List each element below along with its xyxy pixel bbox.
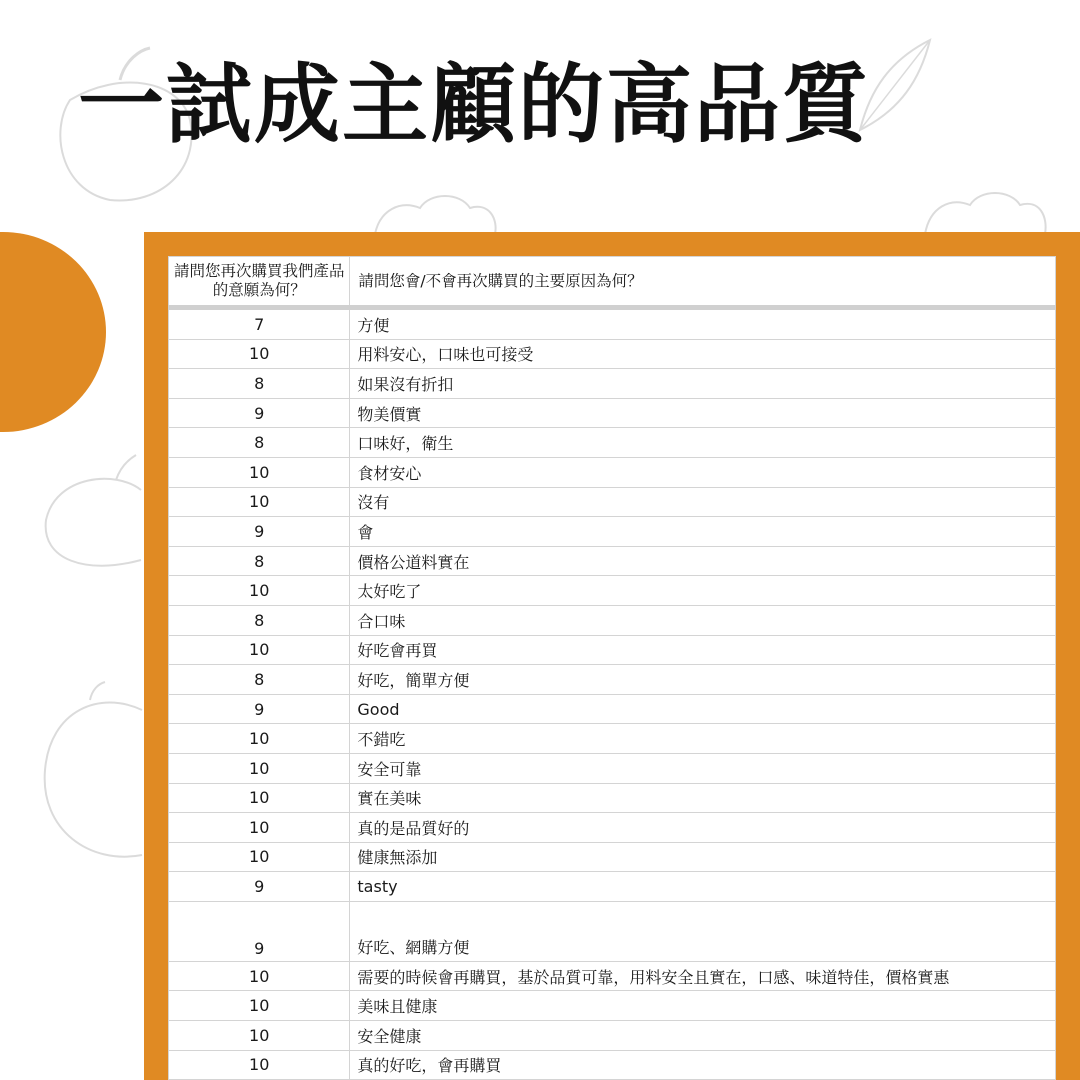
table-header-row <box>169 257 1056 308</box>
table-row <box>169 813 1056 843</box>
score-cell: 10 <box>169 813 350 843</box>
table-row <box>169 665 1056 695</box>
reason-cell: 會 <box>350 517 1056 547</box>
page-title: 一試成主顧的高品質 <box>78 54 870 155</box>
score-cell: 9 <box>169 398 350 428</box>
column-header-reason: 請問您會/不會再次購買的主要原因為何？ <box>350 257 1056 308</box>
survey-table <box>168 256 1056 1080</box>
score-cell: 9 <box>169 694 350 724</box>
table-row <box>169 694 1056 724</box>
score-cell: 10 <box>169 724 350 754</box>
reason-cell: 好吃，簡單方便 <box>350 665 1056 695</box>
score-cell: 9 <box>169 901 350 961</box>
score-cell: 8 <box>169 369 350 399</box>
reason-cell: 太好吃了 <box>350 576 1056 606</box>
reason-cell: 安全健康 <box>350 1021 1056 1051</box>
reason-cell: tasty <box>350 872 1056 902</box>
score-cell: 8 <box>169 665 350 695</box>
table-row <box>169 842 1056 872</box>
reason-cell: 真的好吃，會再購買 <box>350 1050 1056 1080</box>
table-row <box>169 961 1056 991</box>
reason-cell: 實在美味 <box>350 783 1056 813</box>
table-row <box>169 783 1056 813</box>
table-row <box>169 991 1056 1021</box>
reason-cell: 美味且健康 <box>350 991 1056 1021</box>
score-cell: 10 <box>169 487 350 517</box>
table-row <box>169 546 1056 576</box>
reason-cell: Good <box>350 694 1056 724</box>
score-cell: 10 <box>169 961 350 991</box>
column-header-score: 請問您再次購買我們產品的意願為何？ <box>169 257 350 308</box>
reason-cell: 好吃會再買 <box>350 635 1056 665</box>
reason-cell: 如果沒有折扣 <box>350 369 1056 399</box>
score-cell: 10 <box>169 991 350 1021</box>
reason-cell: 健康無添加 <box>350 842 1056 872</box>
reason-cell: 沒有 <box>350 487 1056 517</box>
score-cell: 10 <box>169 339 350 369</box>
table-row <box>169 724 1056 754</box>
score-cell: 10 <box>169 842 350 872</box>
score-cell: 10 <box>169 1050 350 1080</box>
reason-cell: 真的是品質好的 <box>350 813 1056 843</box>
reason-cell: 物美價實 <box>350 398 1056 428</box>
broccoli-doodle-icon <box>370 190 500 235</box>
score-cell: 8 <box>169 428 350 458</box>
pepper-doodle-icon <box>30 680 145 870</box>
table-row <box>169 428 1056 458</box>
score-cell: 8 <box>169 546 350 576</box>
reason-cell: 需要的時候會再購買，基於品質可靠，用料安全且實在，口感、味道特佳，價格實惠 <box>350 961 1056 991</box>
score-cell: 9 <box>169 517 350 547</box>
table-row <box>169 753 1056 783</box>
survey-spreadsheet <box>168 256 1056 1080</box>
table-row <box>169 369 1056 399</box>
reason-cell: 用料安心，口味也可接受 <box>350 339 1056 369</box>
reason-cell: 食材安心 <box>350 457 1056 487</box>
reason-cell: 不錯吃 <box>350 724 1056 754</box>
tomato-doodle-icon <box>36 450 146 580</box>
table-row <box>169 398 1056 428</box>
table-row <box>169 635 1056 665</box>
table-row <box>169 517 1056 547</box>
table-row <box>169 457 1056 487</box>
reason-cell: 好吃、網購方便 <box>350 901 1056 961</box>
score-cell: 8 <box>169 605 350 635</box>
table-row <box>169 1021 1056 1051</box>
score-cell: 7 <box>169 308 350 340</box>
score-cell: 10 <box>169 457 350 487</box>
screenshot-frame <box>144 232 1080 1080</box>
table-row <box>169 308 1056 340</box>
table-row <box>169 487 1056 517</box>
score-cell: 10 <box>169 783 350 813</box>
reason-cell: 價格公道料實在 <box>350 546 1056 576</box>
score-cell: 9 <box>169 872 350 902</box>
reason-cell: 安全可靠 <box>350 753 1056 783</box>
table-row <box>169 872 1056 902</box>
table-row <box>169 339 1056 369</box>
score-cell: 10 <box>169 576 350 606</box>
score-cell: 10 <box>169 635 350 665</box>
table-row <box>169 605 1056 635</box>
table-row <box>169 901 1056 961</box>
score-cell: 10 <box>169 1021 350 1051</box>
reason-cell: 口味好，衛生 <box>350 428 1056 458</box>
table-row <box>169 576 1056 606</box>
reason-cell: 方便 <box>350 308 1056 340</box>
broccoli-doodle-icon <box>920 185 1050 235</box>
decorative-circle <box>0 232 106 432</box>
reason-cell: 合口味 <box>350 605 1056 635</box>
score-cell: 10 <box>169 753 350 783</box>
table-row <box>169 1050 1056 1080</box>
